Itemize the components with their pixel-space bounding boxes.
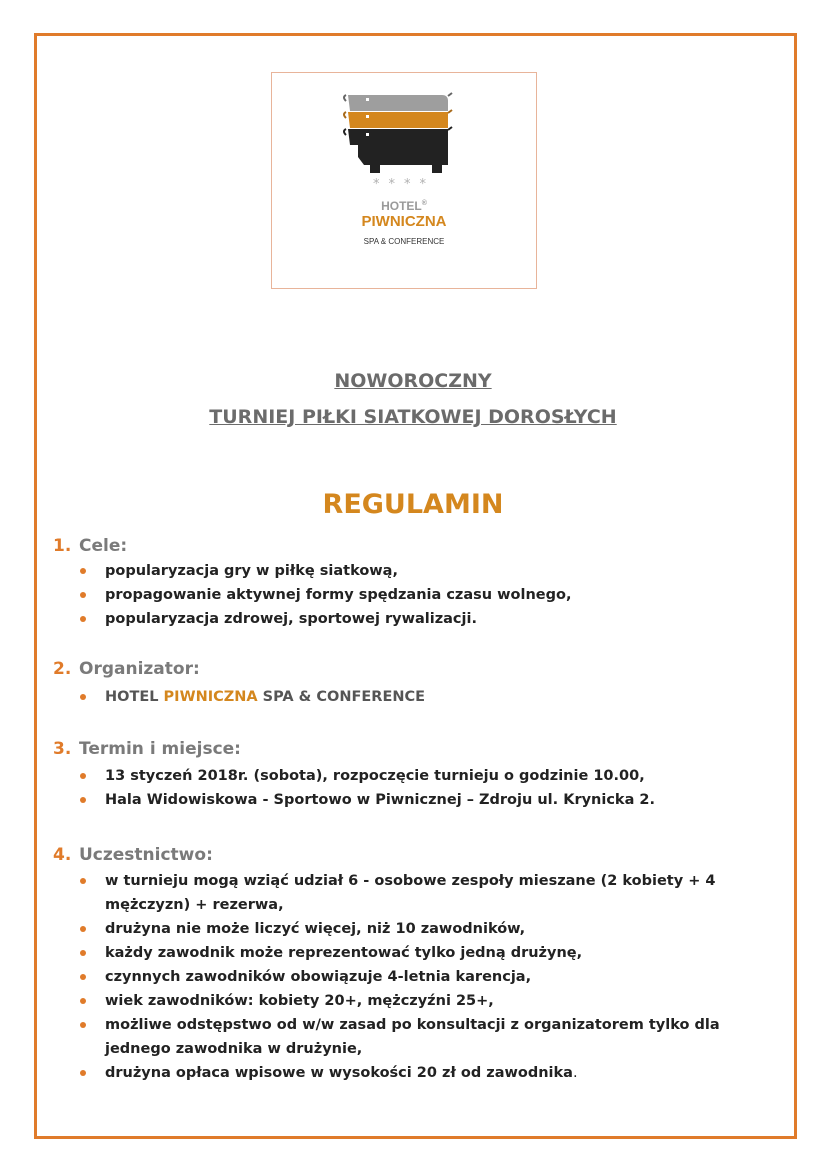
- section-heading: [53, 843, 783, 867]
- bullet-icon: [80, 950, 86, 956]
- section-title: Uczestnictwo:: [79, 845, 213, 865]
- list-item: czynnych zawodników obowiązuje 4-letnia karencja,: [53, 965, 753, 989]
- section-title: Organizator:: [79, 659, 200, 679]
- list-item: drużyna nie może liczyć więcej, niż 10 zawodników,: [53, 917, 753, 941]
- event-title-line1: NOWOROCZNY: [334, 370, 492, 392]
- event-title-line2: TURNIEJ PIŁKI SIATKOWEJ DOROSŁYCH: [209, 406, 617, 428]
- hotel-logo: [271, 72, 537, 289]
- section-heading: [53, 657, 783, 681]
- section-date-place: [53, 737, 783, 812]
- bullet-icon: [80, 773, 86, 779]
- section-goals: [53, 534, 783, 631]
- section-organizer: [53, 657, 783, 709]
- list-item: drużyna opłaca wpisowe w wysokości 20 zł od zawodnika.: [53, 1061, 753, 1085]
- list-item: 13 styczeń 2018r. (sobota), rozpoczęcie turnieju o godzinie 10.00,: [53, 764, 783, 788]
- list-item: popularyzacja gry w piłkę siatkową,: [53, 559, 783, 583]
- bullet-icon: [80, 568, 86, 574]
- section-heading: [53, 737, 783, 761]
- bullet-icon: [80, 694, 86, 700]
- section-number: 2.: [53, 659, 72, 679]
- section-title: Cele:: [79, 536, 128, 556]
- bullet-icon: [80, 926, 86, 932]
- document-heading: REGULAMIN: [322, 489, 504, 520]
- section-number: 4.: [53, 845, 72, 865]
- section-title: Termin i miejsce:: [79, 739, 241, 759]
- logo-brand-name: PIWNICZNA: [361, 213, 447, 230]
- list-item: Hala Widowiskowa - Sportowo w Piwnicznej – Zdroju ul. Krynicka 2.: [53, 788, 783, 812]
- list-item: możliwe odstępstwo od w/w zasad po konsultacji z organizatorem tylko dla jednego zawodnika w drużynie,: [53, 1013, 753, 1061]
- list-item: wiek zawodników: kobiety 20+, mężczyźni 25+,: [53, 989, 753, 1013]
- list-item: każdy zawodnik może reprezentować tylko jedną drużynę,: [53, 941, 753, 965]
- logo-subtitle: SPA & CONFERENCE: [363, 237, 445, 246]
- bullet-icon: [80, 592, 86, 598]
- list-item: propagowanie aktywnej formy spędzania czasu wolnego,: [53, 583, 783, 607]
- bullet-icon: [80, 616, 86, 622]
- list-item: popularyzacja zdrowej, sportowej rywalizacji.: [53, 607, 783, 631]
- bullet-icon: [80, 974, 86, 980]
- bullet-icon: [80, 1022, 86, 1028]
- logo-hotel-text: HOTEL®: [381, 199, 427, 213]
- bullet-icon: [80, 1070, 86, 1076]
- logo-stars: ****: [373, 177, 435, 192]
- section-participation: [53, 843, 783, 1085]
- section-heading: [53, 534, 783, 558]
- bullet-icon: [80, 998, 86, 1004]
- bullet-icon: [80, 878, 86, 884]
- section-number: 1.: [53, 536, 72, 556]
- list-item: w turnieju mogą wziąć udział 6 - osobowe zespoły mieszane (2 kobiety + 4 mężczyzn) + rezerwa,: [53, 869, 753, 917]
- list-item: HOTEL PIWNICZNA SPA & CONFERENCE: [53, 685, 783, 709]
- bullet-icon: [80, 797, 86, 803]
- section-number: 3.: [53, 739, 72, 759]
